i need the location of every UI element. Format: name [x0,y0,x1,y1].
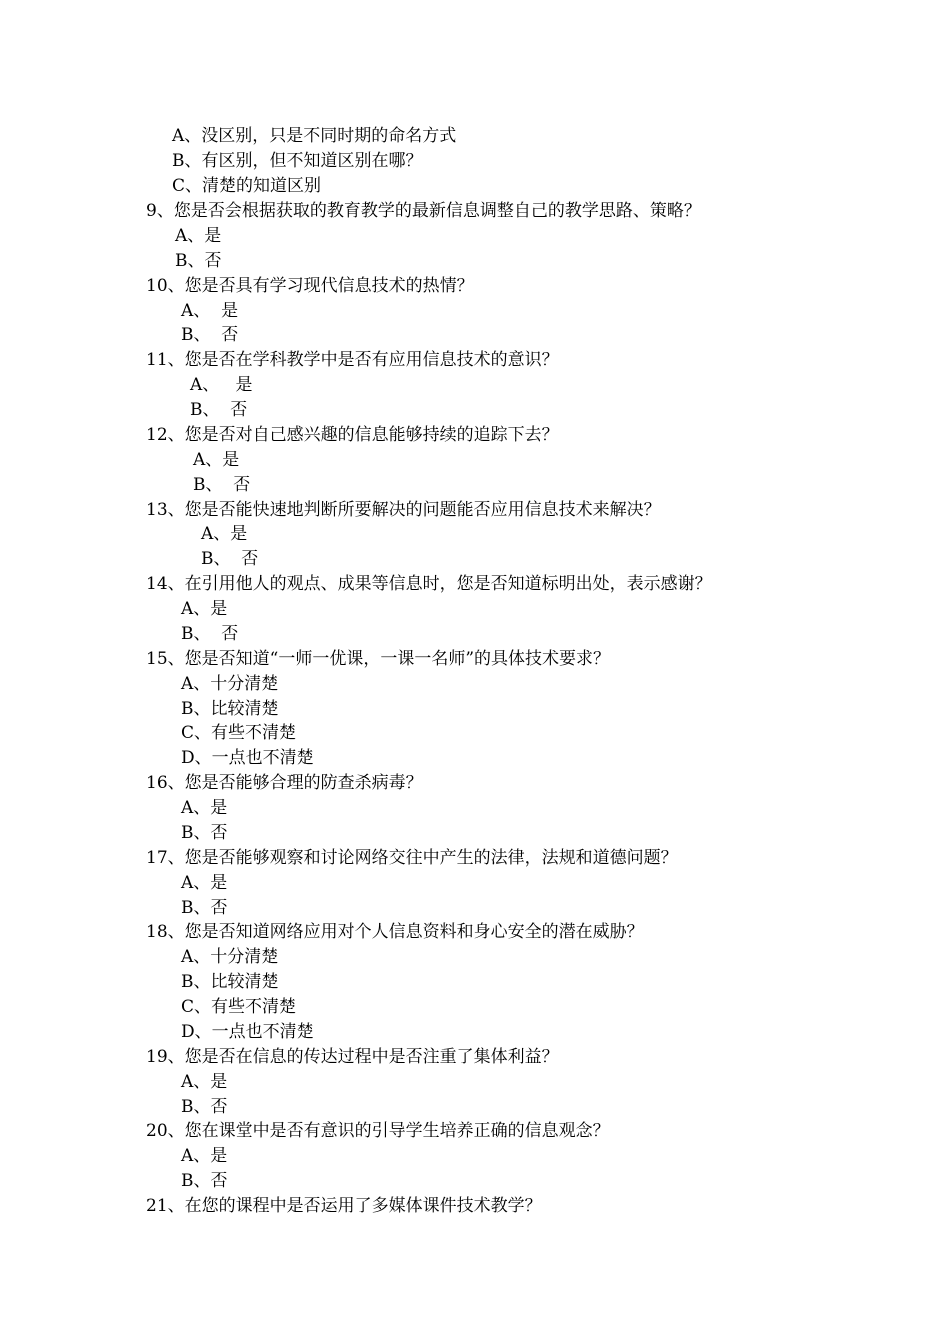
question-13: 13、您是否能快速地判断所要解决的问题能否应用信息技术来解决？ [146,500,661,520]
option-15-b: B、比较清楚 [181,699,279,719]
question-17: 17、您是否能够观察和讨论网络交往中产生的法律，法规和道德问题？ [146,848,678,868]
option-14-a: A、是 [181,599,228,619]
question-11: 11、您是否在学科教学中是否有应用信息技术的意识？ [146,350,559,370]
option-16-b: B、否 [181,823,228,843]
option-11-b: B、 否 [190,400,248,420]
option-8-a: A、没区别，只是不同时期的命名方式 [172,126,457,146]
option-16-a: A、是 [181,798,228,818]
option-15-d: D、一点也不清楚 [181,748,314,768]
option-10-a: A、 是 [181,301,239,321]
option-9-a: A、是 [175,226,222,246]
question-21: 21、在您的课程中是否运用了多媒体课件技术教学？ [146,1196,542,1216]
option-19-a: A、是 [181,1072,228,1092]
option-20-b: B、否 [181,1171,228,1191]
option-12-a: A、是 [193,450,240,470]
option-17-b: B、否 [181,898,228,918]
option-13-b: B、 否 [201,549,259,569]
option-19-b: B、否 [181,1097,228,1117]
option-8-c: C、清楚的知道区别 [172,176,322,196]
option-15-c: C、有些不清楚 [181,723,297,743]
option-12-b: B、 否 [193,475,251,495]
option-18-b: B、比较清楚 [181,972,279,992]
option-8-b: B、有区别，但不知道区别在哪？ [172,151,423,171]
question-19: 19、您是否在信息的传达过程中是否注重了集体利益？ [146,1047,559,1067]
option-20-a: A、是 [181,1146,228,1166]
question-20: 20、您在课堂中是否有意识的引导学生培养正确的信息观念？ [146,1121,610,1141]
option-15-a: A、十分清楚 [181,674,279,694]
option-18-c: C、有些不清楚 [181,997,297,1017]
option-17-a: A、是 [181,873,228,893]
option-14-b: B、 否 [181,624,239,644]
question-14: 14、在引用他人的观点、成果等信息时，您是否知道标明出处，表示感谢？ [146,574,712,594]
question-16: 16、您是否能够合理的防查杀病毒？ [146,773,423,793]
question-12: 12、您是否对自己感兴趣的信息能够持续的追踪下去？ [146,425,559,445]
question-10: 10、您是否具有学习现代信息技术的热情？ [146,276,474,296]
option-11-a: A、 是 [190,375,253,395]
option-18-d: D、一点也不清楚 [181,1022,314,1042]
question-18: 18、您是否知道网络应用对个人信息资料和身心安全的潜在威胁？ [146,922,644,942]
option-9-b: B、否 [175,251,222,271]
option-18-a: A、十分清楚 [181,947,279,967]
question-15: 15、您是否知道“一师一优课，一课一名师”的具体技术要求？ [146,649,611,669]
option-10-b: B、 否 [181,325,239,345]
question-9: 9、您是否会根据获取的教育教学的最新信息调整自己的教学思路、策略？ [146,201,701,221]
option-13-a: A、是 [201,524,248,544]
